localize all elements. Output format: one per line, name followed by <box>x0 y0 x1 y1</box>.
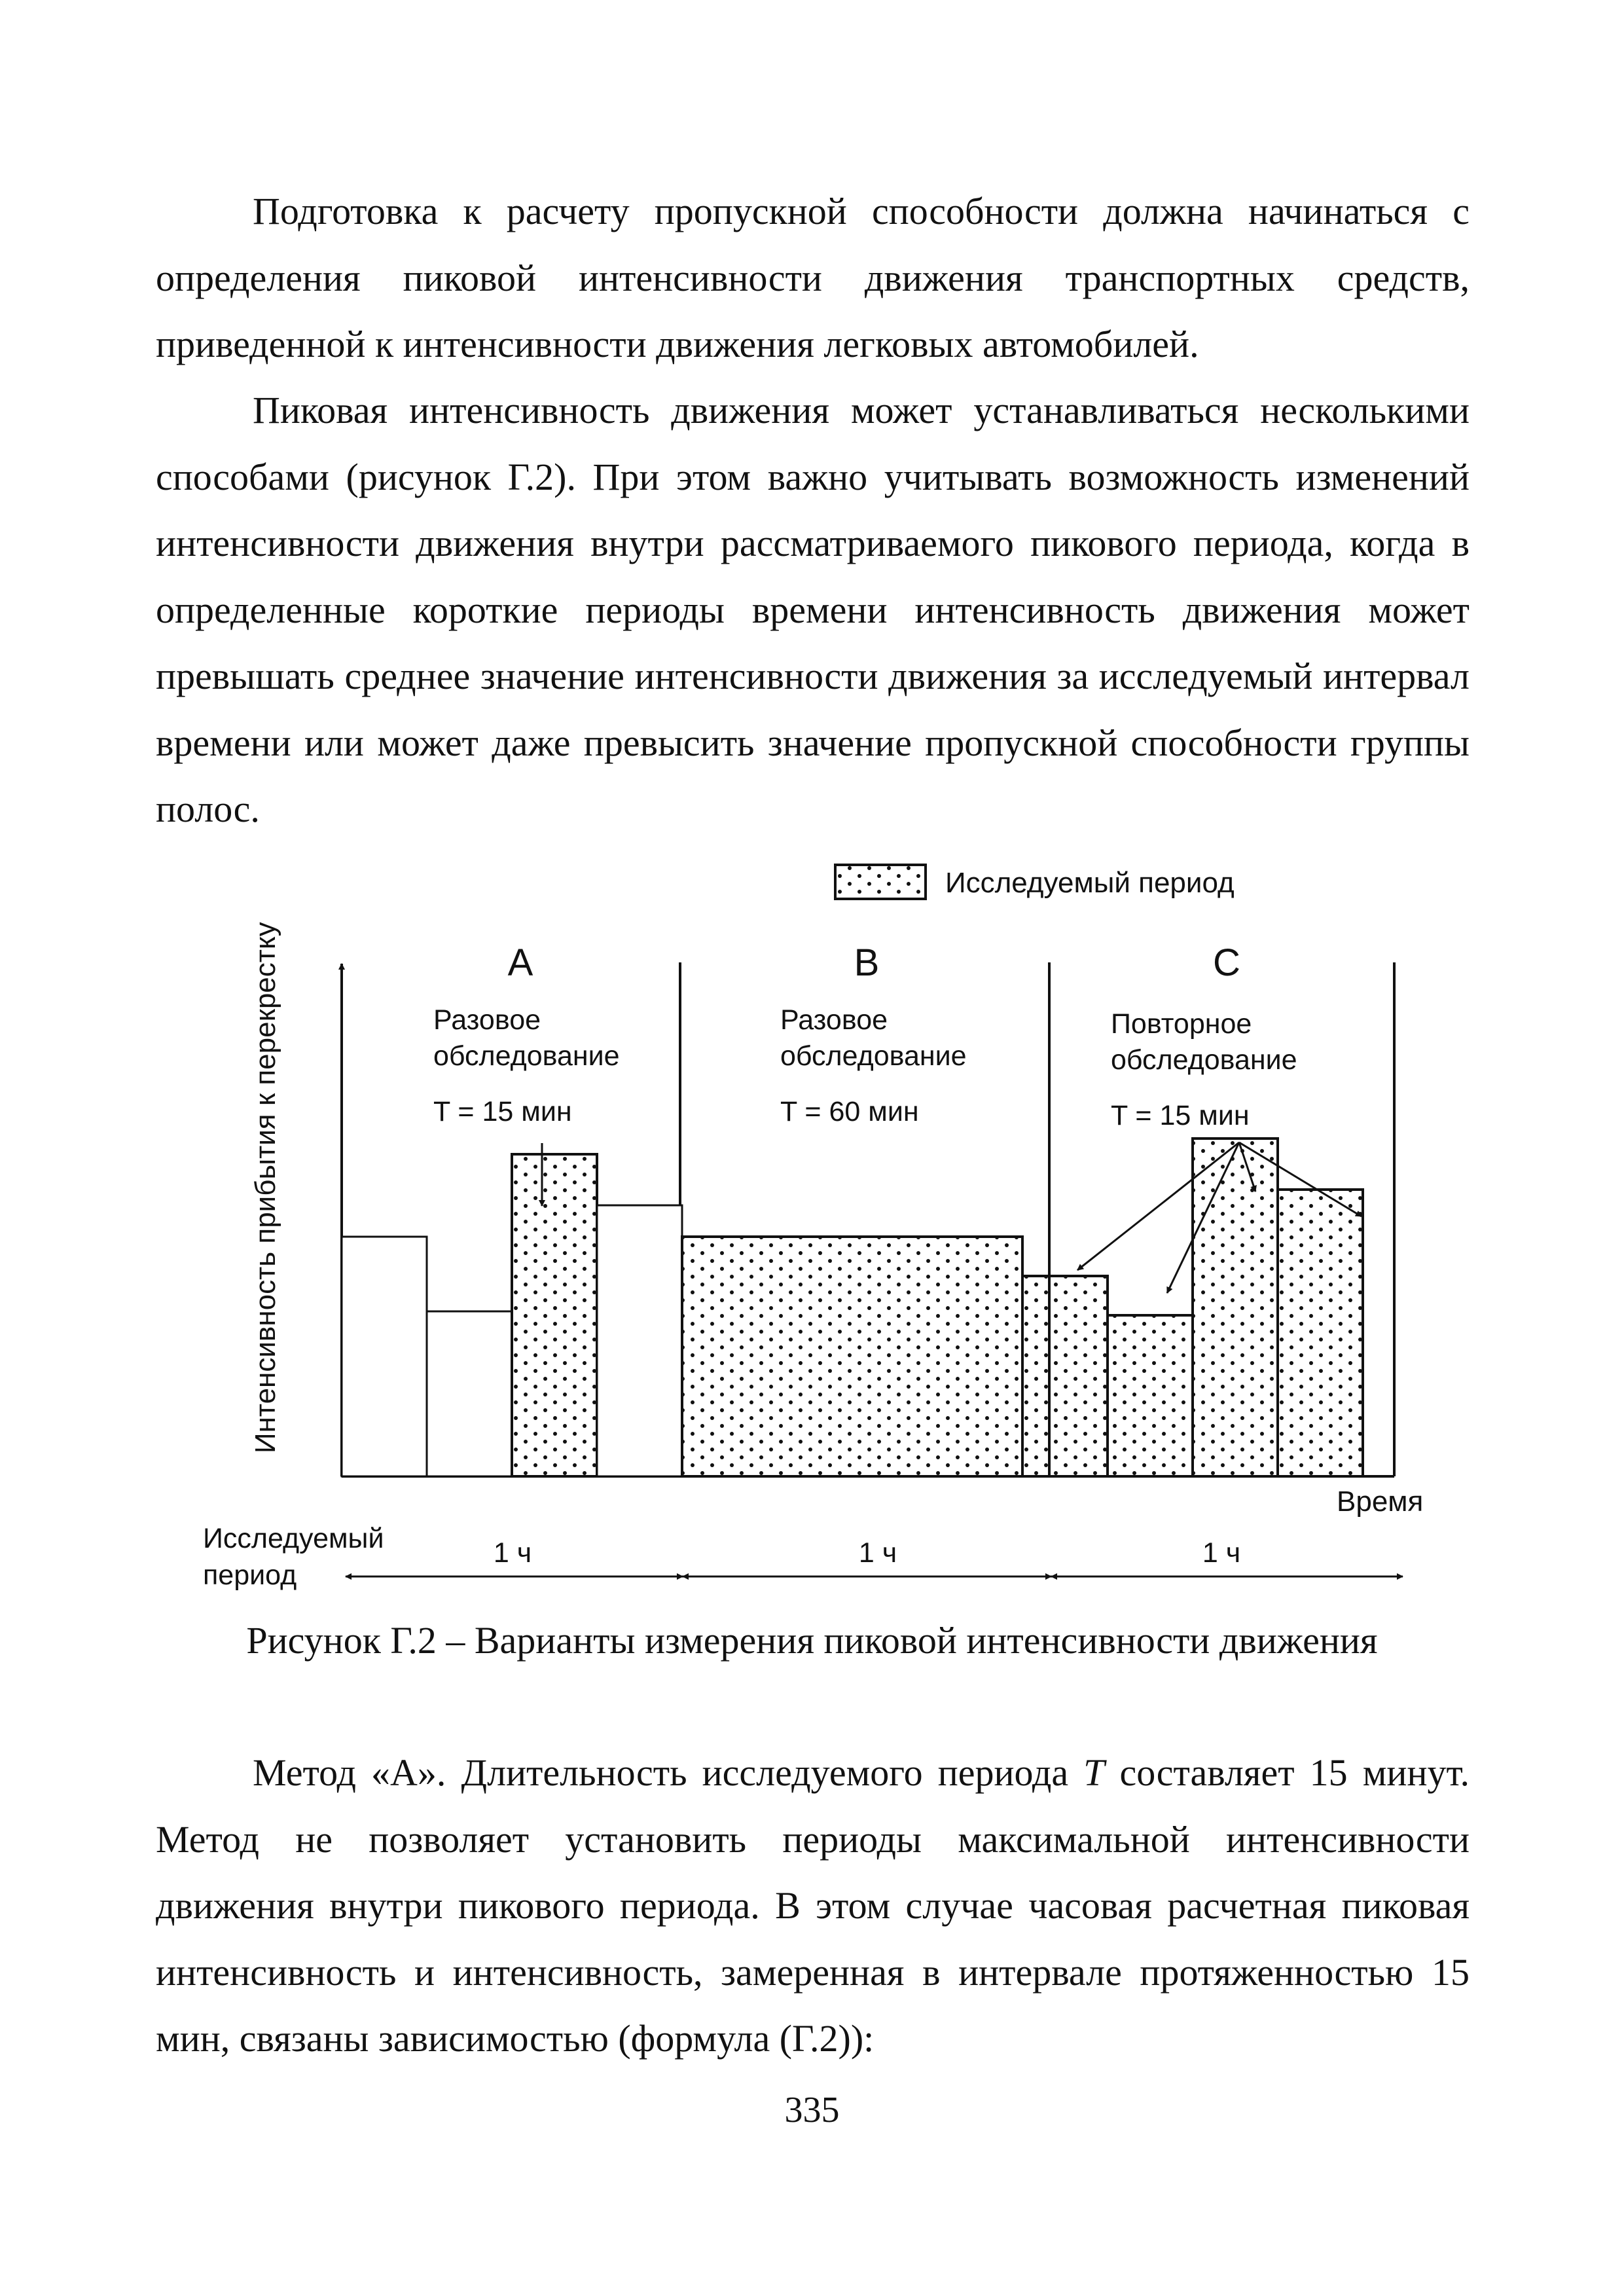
duration-label-a: 1 ч <box>493 1537 532 1569</box>
bar-c-9 <box>1278 1190 1363 1476</box>
section-a-line2: обследование <box>433 1040 620 1072</box>
section-c-period: T = 15 мин <box>1111 1100 1250 1131</box>
period-row-label-line1: Исследуемый <box>203 1523 384 1554</box>
duration-label-b: 1 ч <box>858 1537 897 1569</box>
period-row-label-line2: период <box>203 1559 297 1591</box>
bar-c-6 <box>1022 1276 1108 1476</box>
paragraph-3 <box>156 1740 1470 2072</box>
section-b-line1: Разовое <box>780 1004 888 1036</box>
paragraph-3-text-start: Метод «А». Длительность исследуемого периода <box>253 1751 1084 1794</box>
bar-a-3 <box>512 1154 597 1476</box>
x-axis-label: Время <box>1337 1485 1424 1518</box>
section-b-letter: B <box>854 941 880 984</box>
section-a-line1: Разовое <box>433 1004 541 1036</box>
bar-a-4 <box>597 1205 682 1476</box>
bar-b-5 <box>682 1237 1022 1476</box>
bar-a-2 <box>427 1311 512 1476</box>
section-c-letter: C <box>1213 941 1240 984</box>
section-b-period: T = 60 мин <box>780 1096 919 1127</box>
bars-group <box>342 1139 1363 1476</box>
paragraph-1-text: Подготовка к расчету пропускной способности должна начинаться с определения пиковой интенсивности движения транспортных средств, приведенной к интенсивности движения легковых автомобилей. <box>156 190 1470 365</box>
bar-c-8 <box>1193 1139 1278 1476</box>
bar-c-7 <box>1108 1315 1193 1476</box>
duration-label-c: 1 ч <box>1202 1537 1241 1569</box>
paragraph-3-text-end: составляет 15 минут. Метод не позволяет установить периоды максимальной интенсивности движения внутри пикового периода. В этом случае часовая расчетная пиковая интенсивность и интенсивность, замеренная в интервале протяженностью 15 мин, связаны зависимостью (формула (Г.2)): <box>156 1751 1470 2060</box>
legend-swatch <box>835 865 926 899</box>
figure-caption: Рисунок Г.2 – Варианты измерения пиковой интенсивности движения <box>246 1619 1378 1662</box>
bar-a-1 <box>342 1237 427 1476</box>
section-c-line2: обследование <box>1111 1044 1297 1076</box>
legend-label: Исследуемый период <box>945 867 1235 899</box>
y-axis-label: Интенсивность прибытия к перекрестку <box>249 922 281 1453</box>
section-a-period: T = 15 мин <box>433 1096 572 1127</box>
page-number: 335 <box>784 2090 840 2130</box>
section-b-line2: обследование <box>780 1040 967 1072</box>
section-c-line1: Повторное <box>1111 1008 1252 1040</box>
period-symbol-t: T <box>1083 1751 1105 1794</box>
section-a-letter: A <box>507 941 533 984</box>
paragraph-2-text: Пиковая интенсивность движения может устанавливаться несколькими способами (рисунок Г.2). При этом важно учитывать возможность изменений интенсивности движения внутри рассматриваемого пикового периода, когда в определенные короткие периоды времени интенсивность движения может превышать среднее значение интенсивности движения за исследуемый интервал времени или может даже превысить значение пропускной способности группы полос. <box>156 389 1470 830</box>
